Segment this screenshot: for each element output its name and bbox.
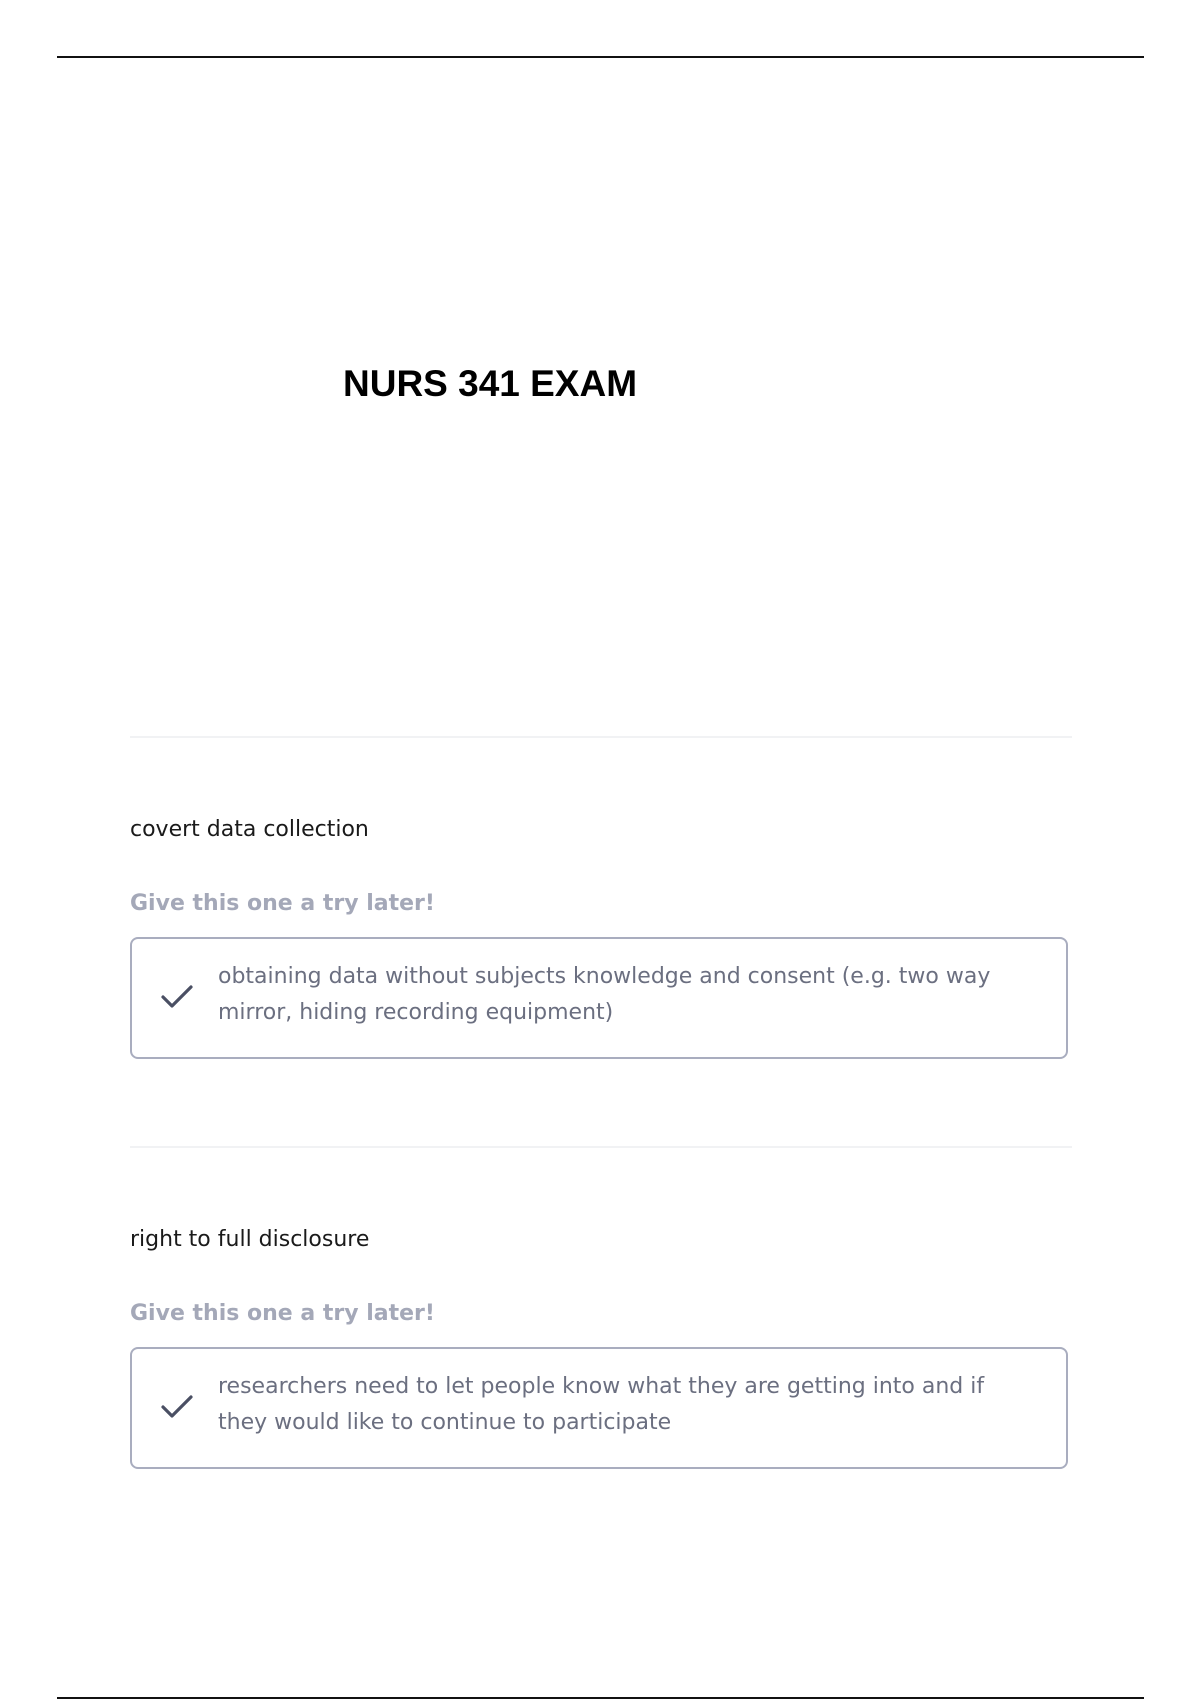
section-divider: [130, 1146, 1072, 1148]
check-icon: [160, 1392, 194, 1422]
flashcard: [130, 1225, 1072, 1485]
top-rule: [57, 56, 1144, 58]
flashcard-term: right to full disclosure: [130, 1227, 370, 1252]
document-title: NURS 341 EXAM: [343, 363, 638, 404]
check-icon: [160, 982, 194, 1012]
section-divider: [130, 736, 1072, 738]
flashcard-term: covert data collection: [130, 817, 369, 842]
answer-box: [130, 1347, 1068, 1469]
bottom-rule: [57, 1697, 1144, 1699]
answer-box: [130, 937, 1068, 1059]
answer-text: obtaining data without subjects knowledge and consent (e.g. two way mirror, hiding recording equipment): [218, 964, 991, 1025]
answer-text: researchers need to let people know what they are getting into and if they would like to continue to participate: [218, 1374, 985, 1435]
try-later-hint[interactable]: Give this one a try later!: [130, 891, 435, 916]
flashcard: [130, 815, 1072, 1075]
try-later-hint[interactable]: Give this one a try later!: [130, 1301, 435, 1326]
